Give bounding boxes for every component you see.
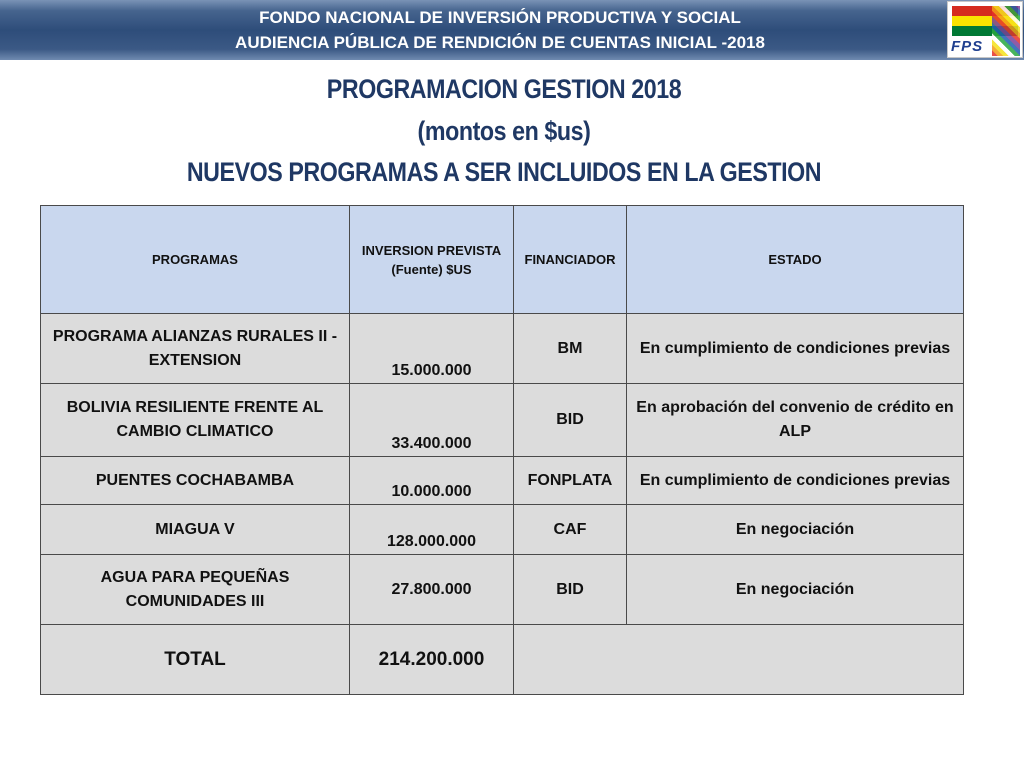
table-row [41, 505, 964, 555]
column-header-inversion: INVERSION PREVISTA (Fuente) $US [350, 206, 514, 314]
header-bar [0, 0, 1024, 60]
cell-programa: PROGRAMA ALIANZAS RURALES II - EXTENSION [41, 314, 350, 384]
cell-financiador: BM [514, 314, 627, 384]
cell-estado: En negociación [627, 505, 964, 555]
total-label: TOTAL [41, 625, 350, 695]
page-title: PROGRAMACION GESTION 2018 [326, 74, 682, 104]
cell-programa: MIAGUA V [41, 505, 350, 555]
cell-programa: AGUA PARA PEQUEÑAS COMUNIDADES III [41, 555, 350, 625]
column-header-programas: PROGRAMAS [41, 206, 350, 314]
cell-inversion: 10.000.000 [350, 457, 514, 505]
wiphala-flag-icon [992, 6, 1020, 56]
total-empty-cell [514, 625, 964, 695]
cell-estado: En negociación [627, 555, 964, 625]
cell-inversion: 128.000.000 [350, 505, 514, 555]
logo-text: FPS [951, 38, 984, 55]
cell-financiador: BID [514, 384, 627, 457]
table-row [41, 457, 964, 505]
column-header-estado: ESTADO [627, 206, 964, 314]
table-row [41, 384, 964, 457]
page-subtitle-currency: (montos en $us) [417, 116, 591, 146]
cell-estado: En aprobación del convenio de crédito en ALP [627, 384, 964, 457]
cell-programa: BOLIVIA RESILIENTE FRENTE AL CAMBIO CLIMATICO [41, 384, 350, 457]
total-value: 214.200.000 [350, 625, 514, 695]
table-row [41, 314, 964, 384]
cell-inversion: 15.000.000 [350, 314, 514, 384]
total-row [41, 625, 964, 695]
cell-financiador: BID [514, 555, 627, 625]
cell-inversion: 27.800.000 [350, 555, 514, 625]
cell-financiador: FONPLATA [514, 457, 627, 505]
fps-logo [947, 1, 1023, 58]
programs-table [40, 205, 964, 695]
column-header-financiador: FINANCIADOR [514, 206, 627, 314]
table-row [41, 555, 964, 625]
cell-financiador: CAF [514, 505, 627, 555]
cell-estado: En cumplimiento de condiciones previas [627, 457, 964, 505]
header-event-name: AUDIENCIA PÚBLICA DE RENDICIÓN DE CUENTAS INICIAL -2018 [235, 33, 765, 52]
page-subtitle-new-programs: NUEVOS PROGRAMAS A SER INCLUIDOS EN LA GESTION [186, 157, 822, 187]
cell-inversion: 33.400.000 [350, 384, 514, 457]
table-header-row [41, 206, 964, 314]
header-org-name: FONDO NACIONAL DE INVERSIÓN PRODUCTIVA Y SOCIAL [259, 8, 741, 27]
cell-programa: PUENTES COCHABAMBA [41, 457, 350, 505]
cell-estado: En cumplimiento de condiciones previas [627, 314, 964, 384]
